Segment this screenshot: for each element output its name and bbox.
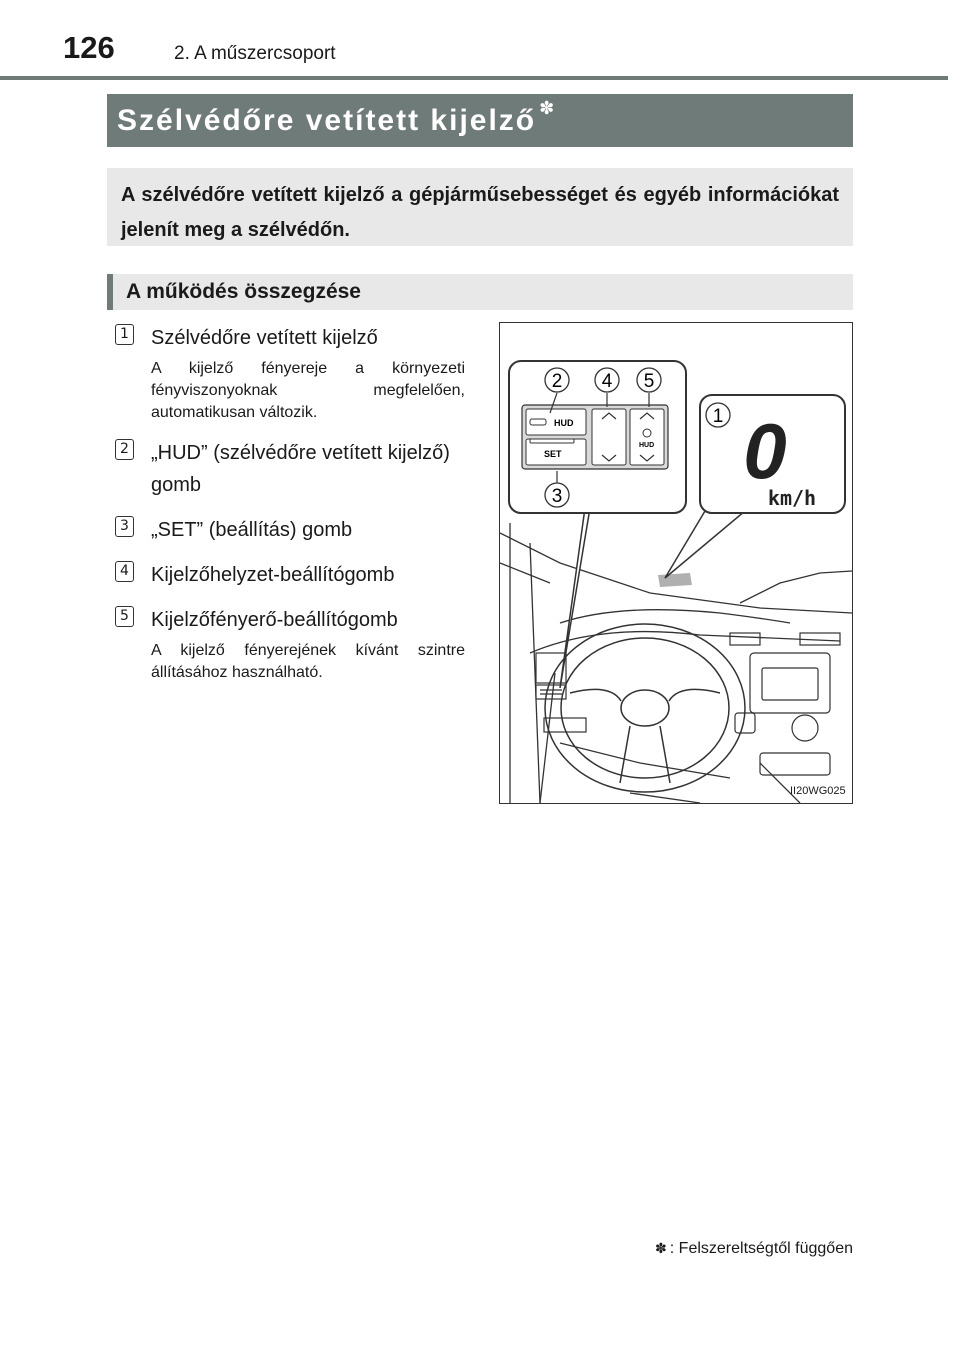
page-title-bar [107, 94, 853, 147]
callout-number-2 [545, 368, 569, 392]
list-item [115, 322, 465, 424]
page-title: Szélvédőre vetített kijelző [117, 103, 537, 137]
speed-unit: km/h [767, 486, 817, 510]
item-number: 5 [115, 606, 134, 627]
footnote-marker: ✽ [655, 1240, 667, 1256]
center-console [730, 633, 840, 775]
item-label: „SET” (beállítás) gomb [151, 519, 353, 541]
callout-number-1 [706, 403, 730, 427]
callout-number-3 [545, 483, 569, 507]
footnote [655, 1240, 853, 1258]
dashboard-drawing [500, 323, 852, 803]
footnote-text: : Felszereltségtől függően [669, 1240, 853, 1257]
intro-box [107, 168, 853, 246]
item-description: A kijelző fényerejének kívánt szintre állításához használható. [151, 642, 465, 681]
item-label: Kijelzőfényerő-beállítógomb [151, 609, 398, 631]
switch-pointer [560, 508, 590, 688]
item-number: 3 [115, 516, 134, 537]
optional-equipment-marker: ✽ [539, 98, 555, 118]
list-item [115, 559, 465, 591]
projection-area [658, 573, 692, 587]
section-accent-bar [107, 274, 113, 310]
item-label: „HUD” (szélvédőre vetített kijelző) gomb [151, 442, 450, 496]
set-button-label: SET [544, 449, 562, 459]
item-list [115, 322, 465, 697]
svg-text:2: 2 [551, 371, 563, 392]
item-label: Kijelzőhelyzet-beállítógomb [151, 564, 395, 586]
hud-button-label: HUD [554, 418, 574, 428]
list-item [115, 514, 465, 546]
chapter-title: 2. A műszercsoport [174, 43, 336, 64]
item-number: 2 [115, 439, 134, 460]
display-pointer [665, 511, 745, 578]
header-divider [0, 76, 948, 80]
hud-illustration [499, 322, 853, 804]
section-heading-text: A működés összegzése [126, 280, 361, 303]
image-code: II20WG025 [790, 785, 846, 797]
speed-digit: 0 [743, 407, 787, 495]
steering-wheel [545, 624, 745, 792]
page-number: 126 [63, 30, 115, 65]
section-heading [107, 274, 853, 310]
svg-text:5: 5 [643, 371, 655, 392]
list-item [115, 604, 465, 684]
callout-number-4 [595, 368, 619, 392]
hud-brightness-label: HUD [639, 442, 655, 449]
svg-text:1: 1 [712, 406, 724, 427]
switch-module [522, 405, 668, 469]
item-description: A kijelző fényereje a környezeti fényviszonyoknak megfelelően, automatikusan változik. [151, 360, 465, 421]
item-number: 4 [115, 561, 134, 582]
intro-text: A szélvédőre vetített kijelző a gépjárműsebességet és egyéb információkat jelenít meg a szélvédőn. [121, 184, 839, 241]
list-item [115, 437, 465, 501]
svg-text:4: 4 [601, 371, 613, 392]
callout-number-5 [637, 368, 661, 392]
item-number: 1 [115, 324, 134, 345]
svg-text:3: 3 [551, 486, 563, 507]
item-label: Szélvédőre vetített kijelző [151, 327, 378, 349]
